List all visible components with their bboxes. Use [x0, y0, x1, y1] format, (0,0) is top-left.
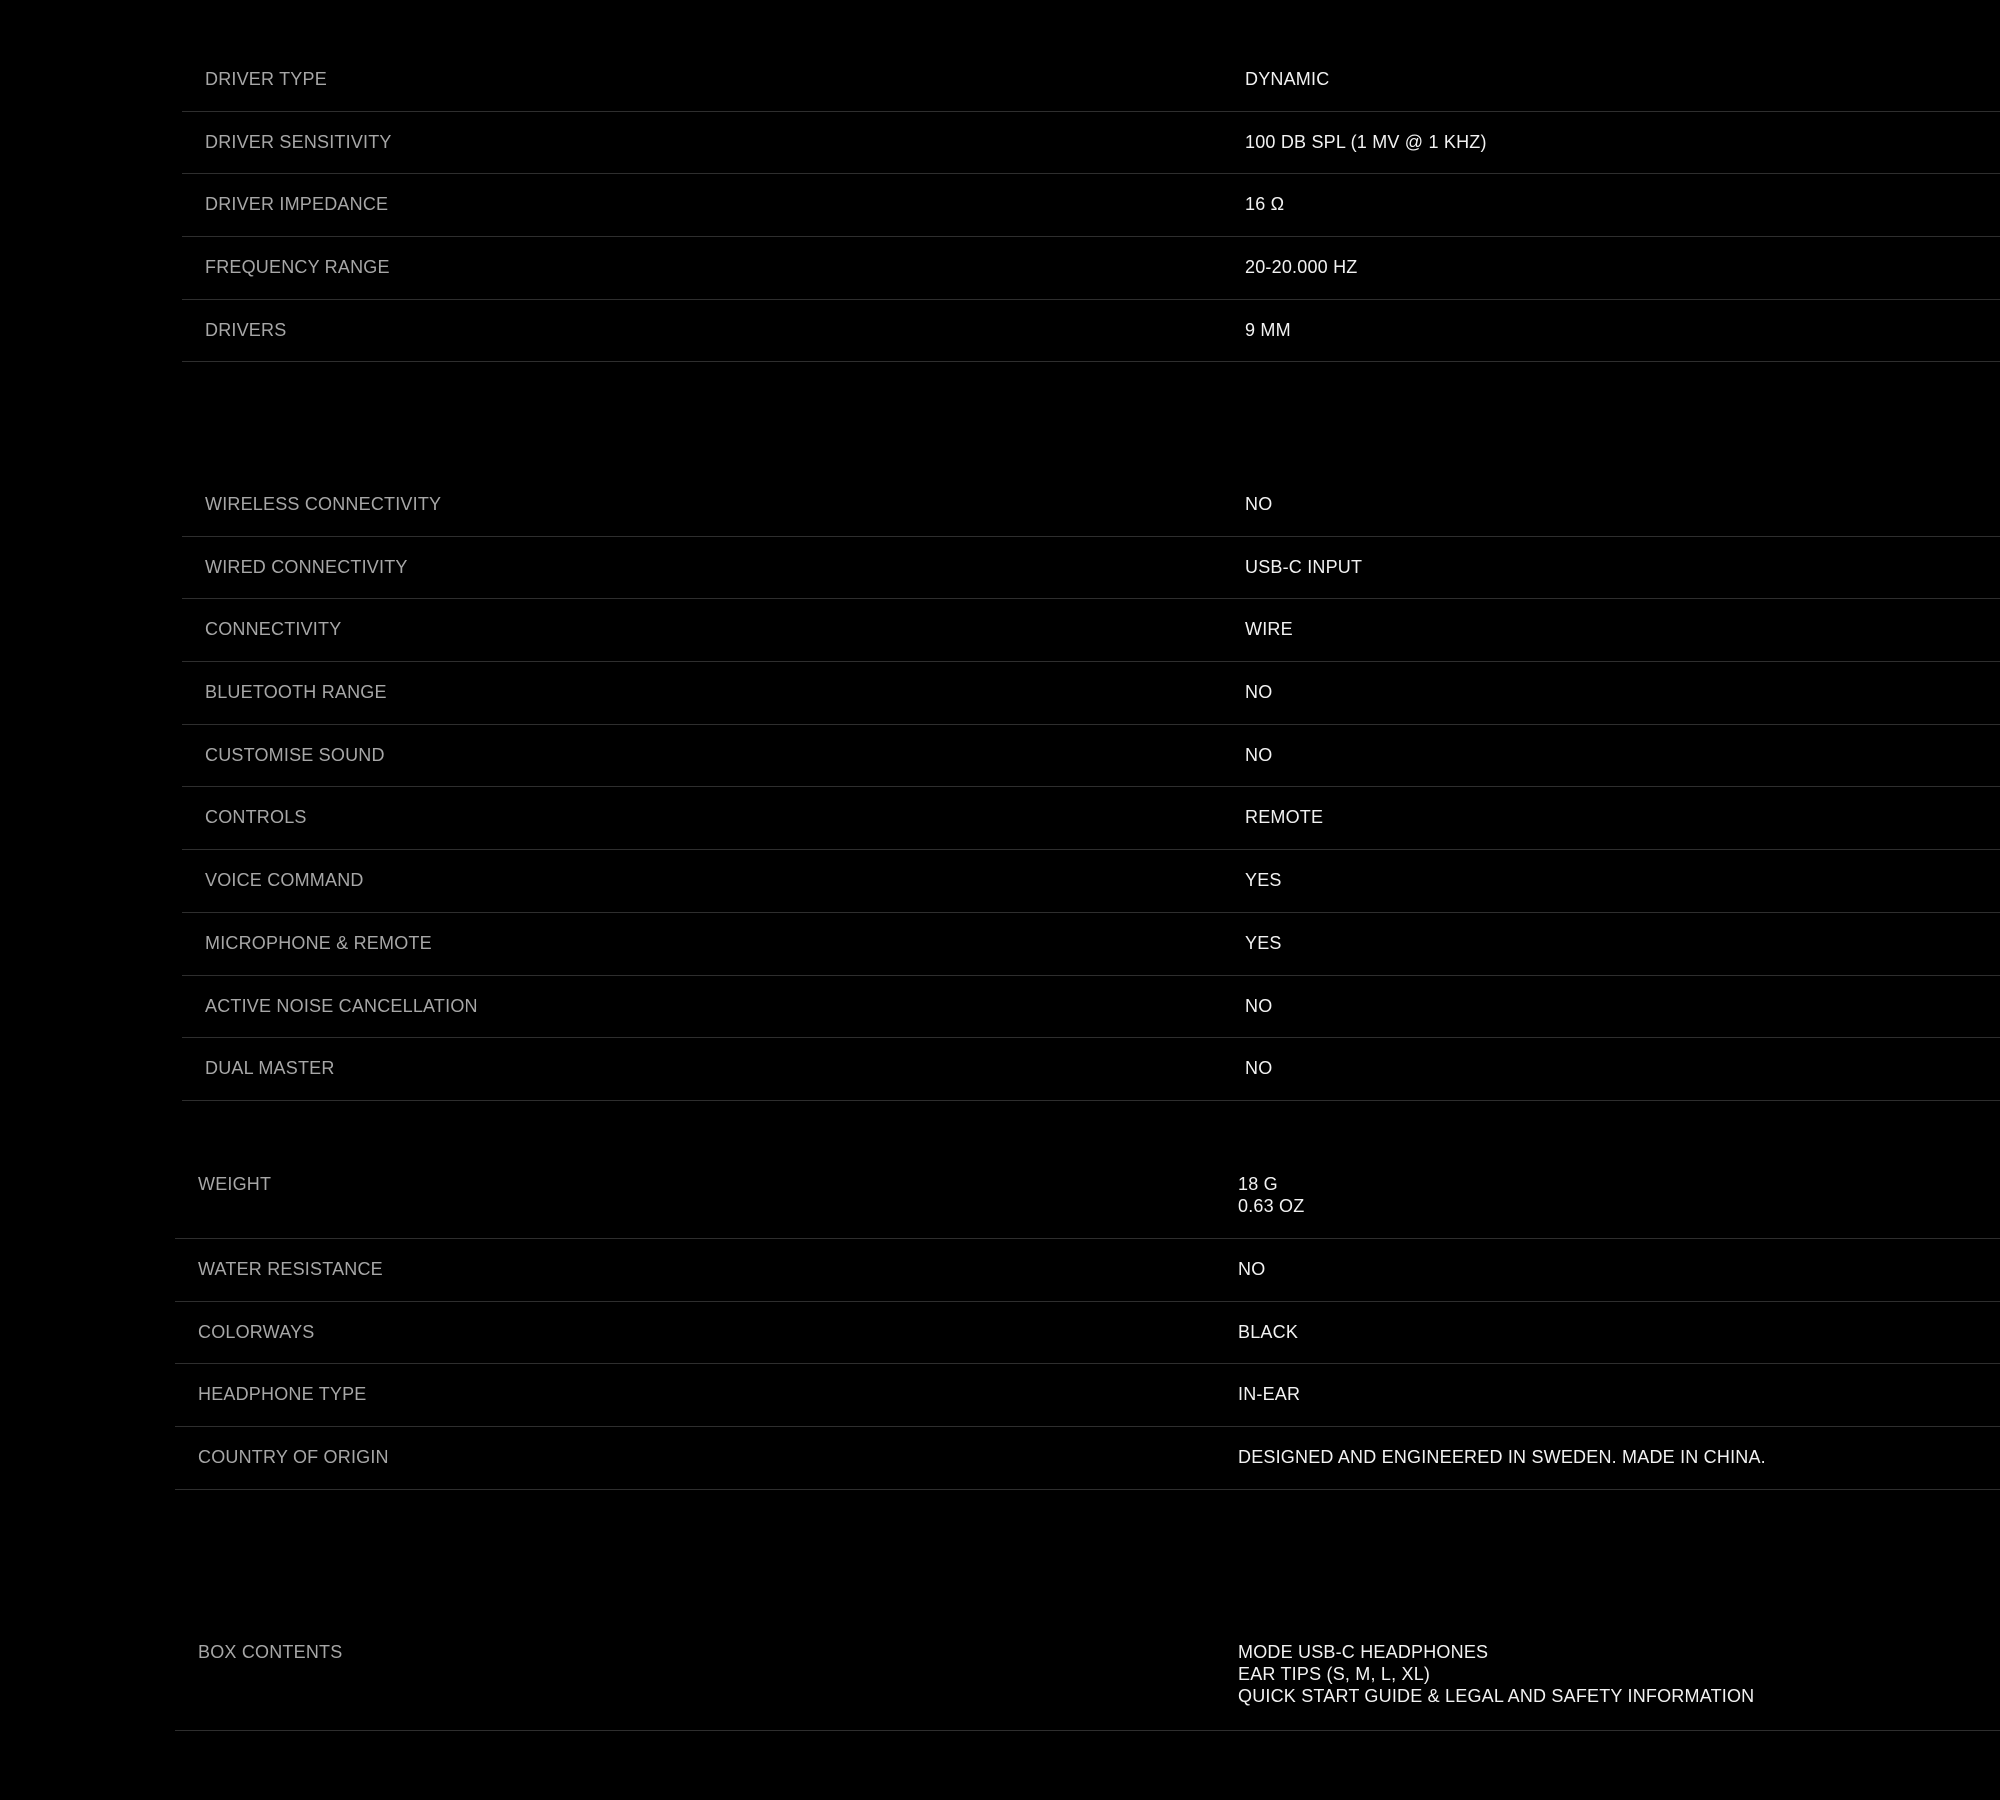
spec-label: CONTROLS: [205, 807, 307, 828]
spec-row-customise-sound: [182, 725, 2000, 788]
spec-label: WEIGHT: [198, 1174, 272, 1194]
spec-label: DRIVER SENSITIVITY: [205, 131, 392, 152]
spec-value-line: MODE USB-C HEADPHONES: [1238, 1642, 1489, 1662]
spec-value: 9 MM: [1245, 319, 1291, 340]
spec-row-wired-connectivity: [182, 537, 2000, 600]
spec-label: ACTIVE NOISE CANCELLATION: [205, 995, 478, 1016]
spec-label: DRIVER TYPE: [205, 69, 327, 89]
spec-value: NO: [1245, 682, 1273, 703]
spec-value-line: QUICK START GUIDE & LEGAL AND SAFETY INFORMATION: [1238, 1686, 1755, 1706]
spec-value: DESIGNED AND ENGINEERED IN SWEDEN. MADE IN CHINA.: [1238, 1447, 1766, 1468]
spec-label: COUNTRY OF ORIGIN: [198, 1447, 389, 1468]
spec-label: DUAL MASTER: [205, 1058, 335, 1079]
spec-row-driver-sensitivity: [182, 112, 2000, 175]
spec-row-box-contents: [175, 1641, 2000, 1731]
spec-row-country-of-origin: [175, 1427, 2000, 1490]
spec-row-bluetooth-range: [182, 662, 2000, 725]
spec-value: IN-EAR: [1238, 1384, 1301, 1405]
spec-row-water-resistance: [175, 1239, 2000, 1302]
spec-label: DRIVER IMPEDANCE: [205, 194, 389, 215]
spec-row-voice-command: [182, 850, 2000, 913]
spec-value: [1238, 1641, 1754, 1707]
spec-value: 100 DB SPL (1 MV @ 1 KHZ): [1245, 131, 1487, 152]
spec-value: DYNAMIC: [1245, 69, 1330, 89]
spec-value-line: EAR TIPS (S, M, L, XL): [1238, 1664, 1431, 1684]
spec-label: WATER RESISTANCE: [198, 1259, 383, 1279]
spec-label: MICROPHONE & REMOTE: [205, 932, 432, 953]
spec-value: REMOTE: [1245, 807, 1324, 828]
physical-specs-section: [175, 1157, 2000, 1490]
spec-value: 16 Ω: [1245, 194, 1285, 215]
spec-value: NO: [1245, 494, 1273, 514]
spec-row-wireless-connectivity: [182, 474, 2000, 537]
spec-value: WIRE: [1245, 619, 1293, 640]
audio-specs-section: [182, 49, 2000, 362]
spec-value: NO: [1245, 1058, 1273, 1079]
spec-row-weight: [175, 1157, 2000, 1239]
spec-value: USB-C INPUT: [1245, 556, 1363, 577]
spec-row-colorways: [175, 1302, 2000, 1365]
spec-row-active-noise-cancellation: [182, 976, 2000, 1039]
spec-label: WIRELESS CONNECTIVITY: [205, 494, 442, 514]
spec-label: DRIVERS: [205, 319, 287, 340]
spec-label: BOX CONTENTS: [198, 1642, 343, 1662]
spec-label: HEADPHONE TYPE: [198, 1384, 367, 1405]
spec-label: VOICE COMMAND: [205, 870, 364, 891]
spec-row-driver-type: [182, 49, 2000, 112]
spec-value: YES: [1245, 870, 1282, 891]
spec-value: NO: [1238, 1259, 1266, 1279]
spec-label: FREQUENCY RANGE: [205, 257, 390, 278]
spec-value: BLACK: [1238, 1321, 1299, 1342]
spec-value: 20-20.000 HZ: [1245, 257, 1358, 278]
spec-label: WIRED CONNECTIVITY: [205, 556, 408, 577]
spec-value: YES: [1245, 932, 1282, 953]
box-contents-section: [175, 1641, 2000, 1731]
spec-row-dual-master: [182, 1038, 2000, 1101]
spec-row-drivers: [182, 300, 2000, 363]
spec-row-microphone-remote: [182, 913, 2000, 976]
spec-row-connectivity: [182, 599, 2000, 662]
spec-row-frequency-range: [182, 237, 2000, 300]
spec-row-headphone-type: [175, 1364, 2000, 1427]
spec-value-line: 0.63 OZ: [1238, 1196, 1305, 1216]
spec-label: COLORWAYS: [198, 1321, 315, 1342]
spec-row-controls: [182, 787, 2000, 850]
spec-value: [1238, 1173, 1304, 1217]
spec-row-driver-impedance: [182, 174, 2000, 237]
spec-value-line: 18 G: [1238, 1174, 1278, 1194]
spec-label: CONNECTIVITY: [205, 619, 342, 640]
connectivity-specs-section: [182, 474, 2000, 1101]
spec-value: NO: [1245, 995, 1273, 1016]
spec-label: CUSTOMISE SOUND: [205, 744, 385, 765]
spec-value: NO: [1245, 744, 1273, 765]
spec-label: BLUETOOTH RANGE: [205, 682, 387, 703]
